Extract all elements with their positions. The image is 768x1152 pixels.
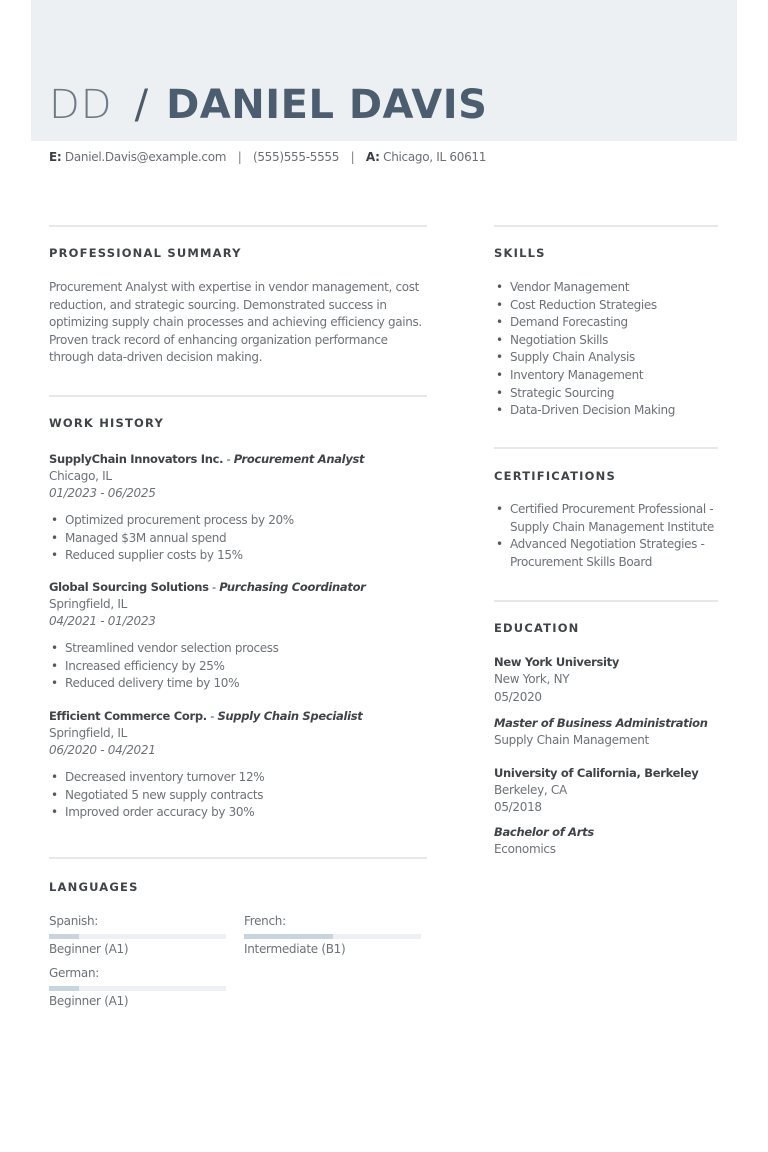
skills-list [494,279,675,420]
language-name: German: [49,966,99,980]
job-dates: 06/2020 - 04/2021 [49,743,156,757]
language-level: Beginner (A1) [49,942,129,956]
school-location: Berkeley, CA [494,783,567,797]
language-bar-fill [49,934,79,939]
field-of-study: Supply Chain Management [494,733,649,747]
summary-title: PROFESSIONAL SUMMARY [49,246,242,260]
contact-separator: | [237,150,242,164]
graduation-date: 05/2020 [494,690,542,704]
divider [49,395,427,397]
education-title: EDUCATION [494,621,580,635]
certifications-title: CERTIFICATIONS [494,469,616,483]
company: SupplyChain Innovators Inc. [49,452,224,466]
job-location: Springfield, IL [49,597,127,611]
school-name: University of California, Berkeley [494,766,699,780]
job-heading [49,709,363,723]
certification-item: • Certified Procurement Professional - Supply Chain Management Institute [494,501,716,536]
job-heading [49,580,366,594]
list-item: • Optimized procurement process by 20% [49,512,294,530]
address: Chicago, IL 60611 [383,150,487,164]
skill-item: • Supply Chain Analysis [494,349,675,367]
full-name: DANIEL DAVIS [166,82,488,128]
job-location: Chicago, IL [49,469,112,483]
dash: - [223,452,234,466]
language-bar-fill [244,934,333,939]
certifications-list [494,501,716,571]
languages-title: LANGUAGES [49,880,139,894]
list-item: • Increased efficiency by 25% [49,658,279,676]
school-location: New York, NY [494,672,570,686]
list-item: • Reduced supplier costs by 15% [49,547,294,565]
contact-separator: | [350,150,355,164]
job-dates: 04/2021 - 01/2023 [49,614,156,628]
skill-item: • Inventory Management [494,367,675,385]
divider [49,225,427,227]
list-item: • Streamlined vendor selection process [49,640,279,658]
address-label: A: [365,150,380,164]
work-history-title: WORK HISTORY [49,416,164,430]
school-name: New York University [494,655,620,669]
job-bullets [49,769,264,822]
language-name: French: [244,914,286,928]
divider [49,857,427,859]
language-level: Beginner (A1) [49,994,129,1008]
skill-item: • Demand Forecasting [494,314,675,332]
skill-item: • Vendor Management [494,279,675,297]
name-separator: / [134,82,149,128]
job-location: Springfield, IL [49,726,127,740]
dash: - [206,709,218,723]
skills-title: SKILLS [494,246,546,260]
language-name: Spanish: [49,914,99,928]
language-bar [244,934,421,939]
job-role: Supply Chain Specialist [217,709,363,723]
skill-item: • Cost Reduction Strategies [494,297,675,315]
language-bar-fill [49,986,79,991]
email-label: E: [49,150,62,164]
company: Global Sourcing Solutions [49,580,209,594]
list-item: • Reduced delivery time by 10% [49,675,279,693]
name-line [49,82,487,134]
skill-item: • Strategic Sourcing [494,385,675,403]
job-role: Procurement Analyst [233,452,365,466]
skill-item: • Data-Driven Decision Making [494,402,675,420]
phone[interactable]: (555)555-5555 [252,150,340,164]
divider [494,225,718,227]
list-item: • Improved order accuracy by 30% [49,804,264,822]
certification-item: • Advanced Negotiation Strategies - Procurement Skills Board [494,536,716,571]
contact-line [49,150,486,164]
degree: Master of Business Administration [494,716,708,730]
language-level: Intermediate (B1) [244,942,346,956]
degree: Bachelor of Arts [494,825,594,839]
list-item: • Managed $3M annual spend [49,530,294,548]
skill-item: • Negotiation Skills [494,332,675,350]
initials: DD [49,82,113,128]
language-bar [49,934,226,939]
summary-text: Procurement Analyst with expertise in vendor management, cost reduction, and strategic sourcing. Demonstrated success in optimizing supply chain processes and achieving efficiency gains. Proven track record of enhancing organization performance through data-driven decision making. [49,280,422,365]
job-heading [49,452,364,466]
dash: - [208,580,220,594]
list-item: • Negotiated 5 new supply contracts [49,787,264,805]
company: Efficient Commerce Corp. [49,709,207,723]
divider [494,600,718,602]
graduation-date: 05/2018 [494,800,542,814]
language-bar [49,986,226,991]
job-role: Purchasing Coordinator [219,580,366,594]
email[interactable]: Daniel.Davis@example.com [64,150,227,164]
job-bullets [49,512,294,565]
divider [494,447,718,449]
field-of-study: Economics [494,842,556,856]
job-bullets [49,640,279,693]
job-dates: 01/2023 - 06/2025 [49,486,156,500]
list-item: • Decreased inventory turnover 12% [49,769,264,787]
